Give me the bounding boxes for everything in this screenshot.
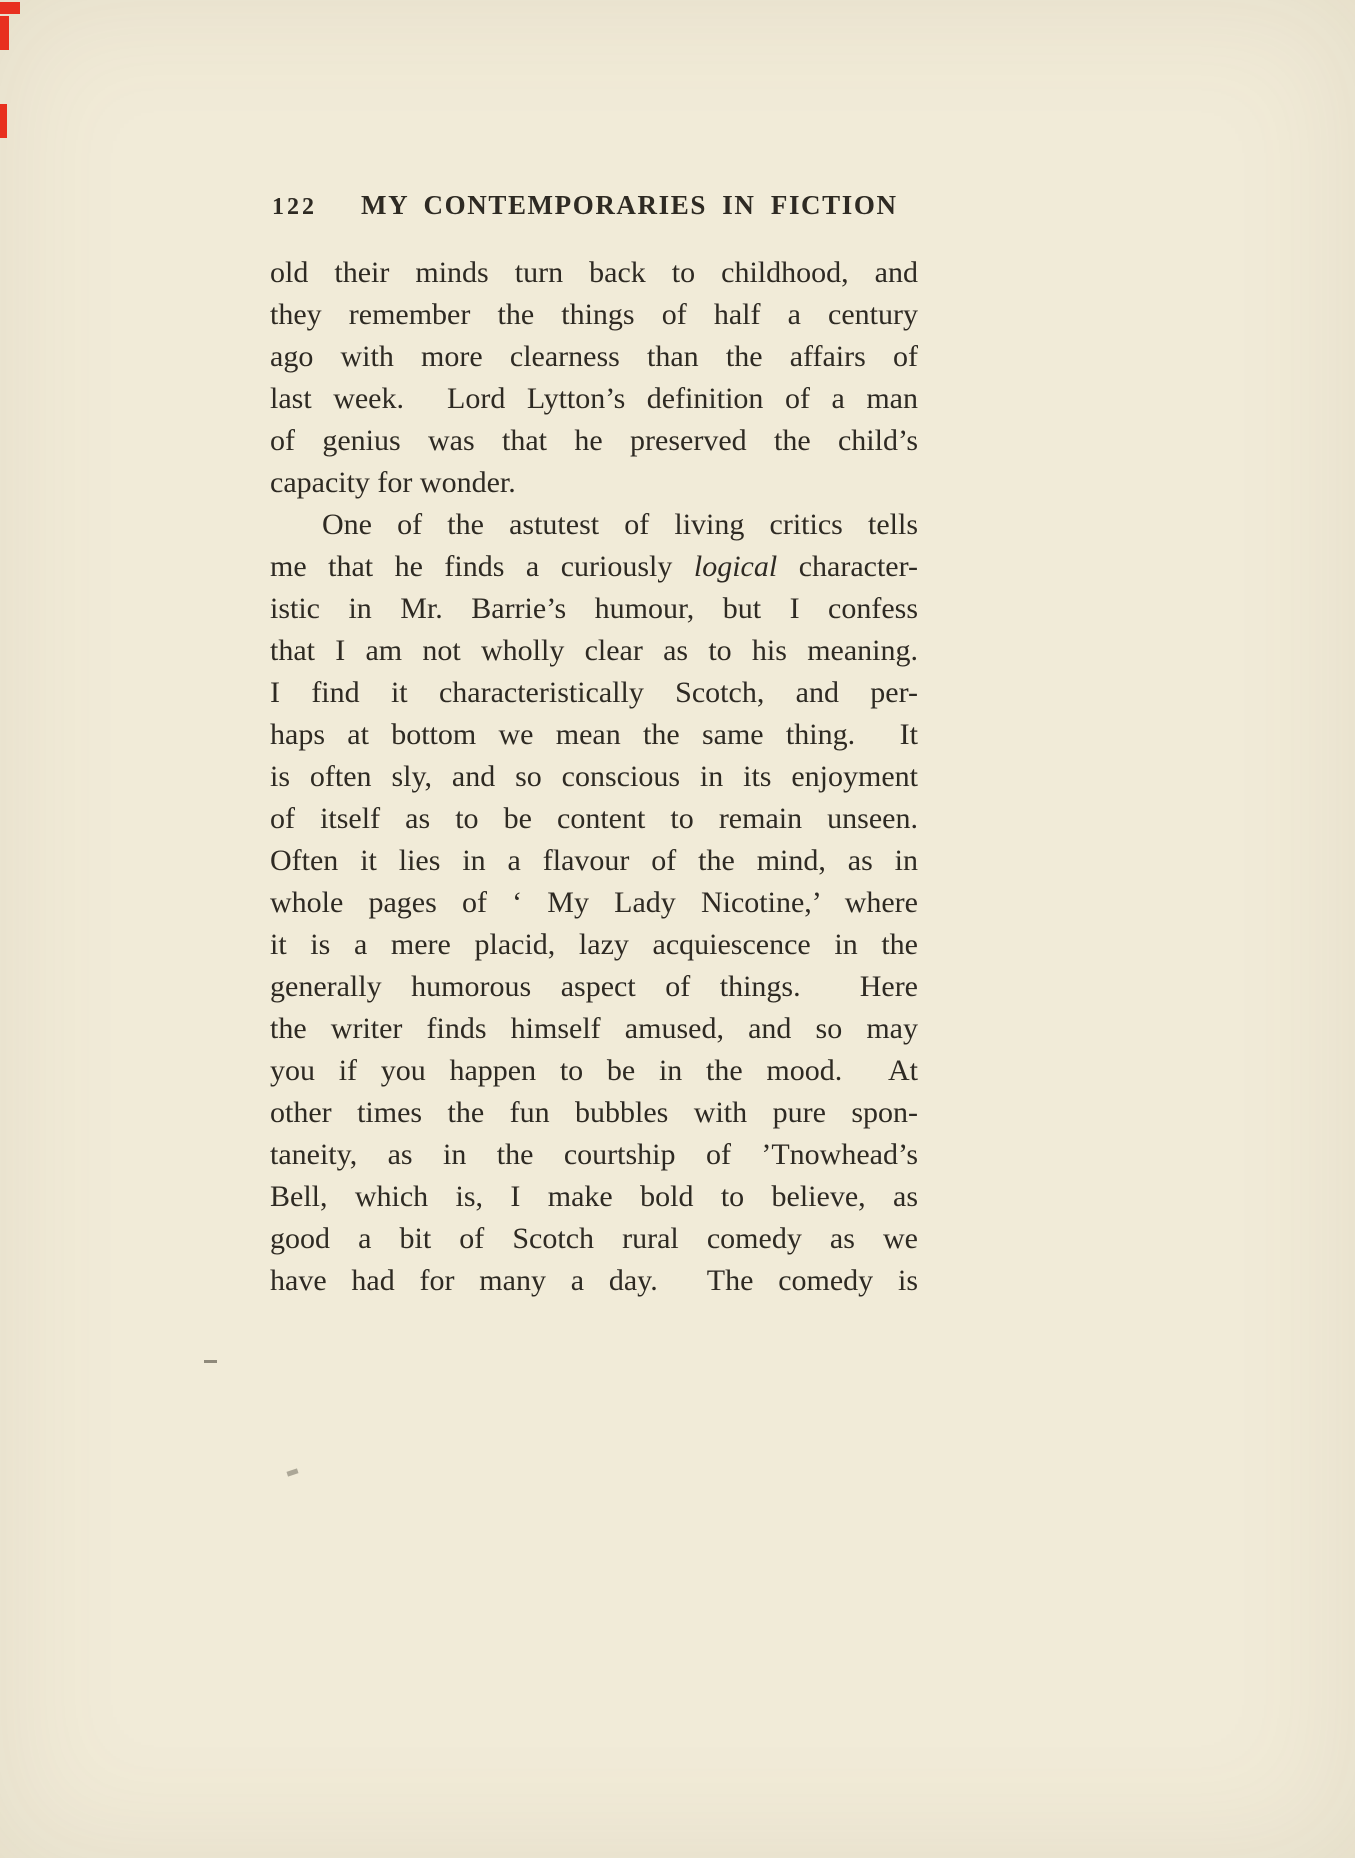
text-line: that I am not wholly clear as to his meaning. bbox=[270, 634, 918, 667]
text-block bbox=[270, 252, 918, 1302]
page-number: 122 bbox=[272, 194, 317, 220]
text-line: haps at bottom we mean the same thing. It bbox=[270, 718, 918, 751]
text-line: of itself as to be content to remain unseen. bbox=[270, 802, 918, 835]
text-line: it is a mere placid, lazy acquiescence in the bbox=[270, 928, 918, 961]
text-line: you if you happen to be in the mood. At bbox=[270, 1054, 918, 1087]
running-title: MY CONTEMPORARIES IN FICTION bbox=[361, 190, 898, 220]
text-line: have had for many a day. The comedy is bbox=[270, 1264, 918, 1297]
text-line: old their minds turn back to childhood, and bbox=[270, 256, 918, 289]
text-line: One of the astutest of living critics tells bbox=[322, 508, 918, 541]
text-line: I find it characteristically Scotch, and per- bbox=[270, 676, 918, 709]
paragraph bbox=[270, 504, 918, 1302]
text-line: capacity for wonder. bbox=[270, 466, 516, 499]
stray-ink-mark bbox=[286, 1468, 298, 1476]
text-line: Often it lies in a flavour of the mind, as in bbox=[270, 844, 918, 877]
text-line: me that he finds a curiously logical character- bbox=[270, 550, 918, 583]
text-line: generally humorous aspect of things. Here bbox=[270, 970, 918, 1003]
text-line: they remember the things of half a century bbox=[270, 298, 918, 331]
stray-ink-mark bbox=[204, 1360, 217, 1363]
text-line: ago with more clearness than the affairs of bbox=[270, 340, 918, 373]
text-line: is often sly, and so conscious in its enjoyment bbox=[270, 760, 918, 793]
text-line: other times the fun bubbles with pure spon- bbox=[270, 1096, 918, 1129]
text-line: good a bit of Scotch rural comedy as we bbox=[270, 1222, 918, 1255]
scan-edge-artifact bbox=[0, 16, 9, 50]
scan-edge-artifact bbox=[0, 104, 7, 138]
text-line: Bell, which is, I make bold to believe, as bbox=[270, 1180, 918, 1213]
scan-edge-artifact bbox=[0, 2, 20, 14]
text-line: taneity, as in the courtship of ’Tnowhead’s bbox=[270, 1138, 918, 1171]
paragraph bbox=[270, 252, 918, 504]
text-line: of genius was that he preserved the child’s bbox=[270, 424, 918, 457]
text-line: istic in Mr. Barrie’s humour, but I confess bbox=[270, 592, 918, 625]
text-line: whole pages of ‘ My Lady Nicotine,’ where bbox=[270, 886, 918, 919]
text-line: last week. Lord Lytton’s definition of a man bbox=[270, 382, 918, 415]
text-line: the writer finds himself amused, and so may bbox=[270, 1012, 918, 1045]
page-header bbox=[272, 190, 922, 221]
